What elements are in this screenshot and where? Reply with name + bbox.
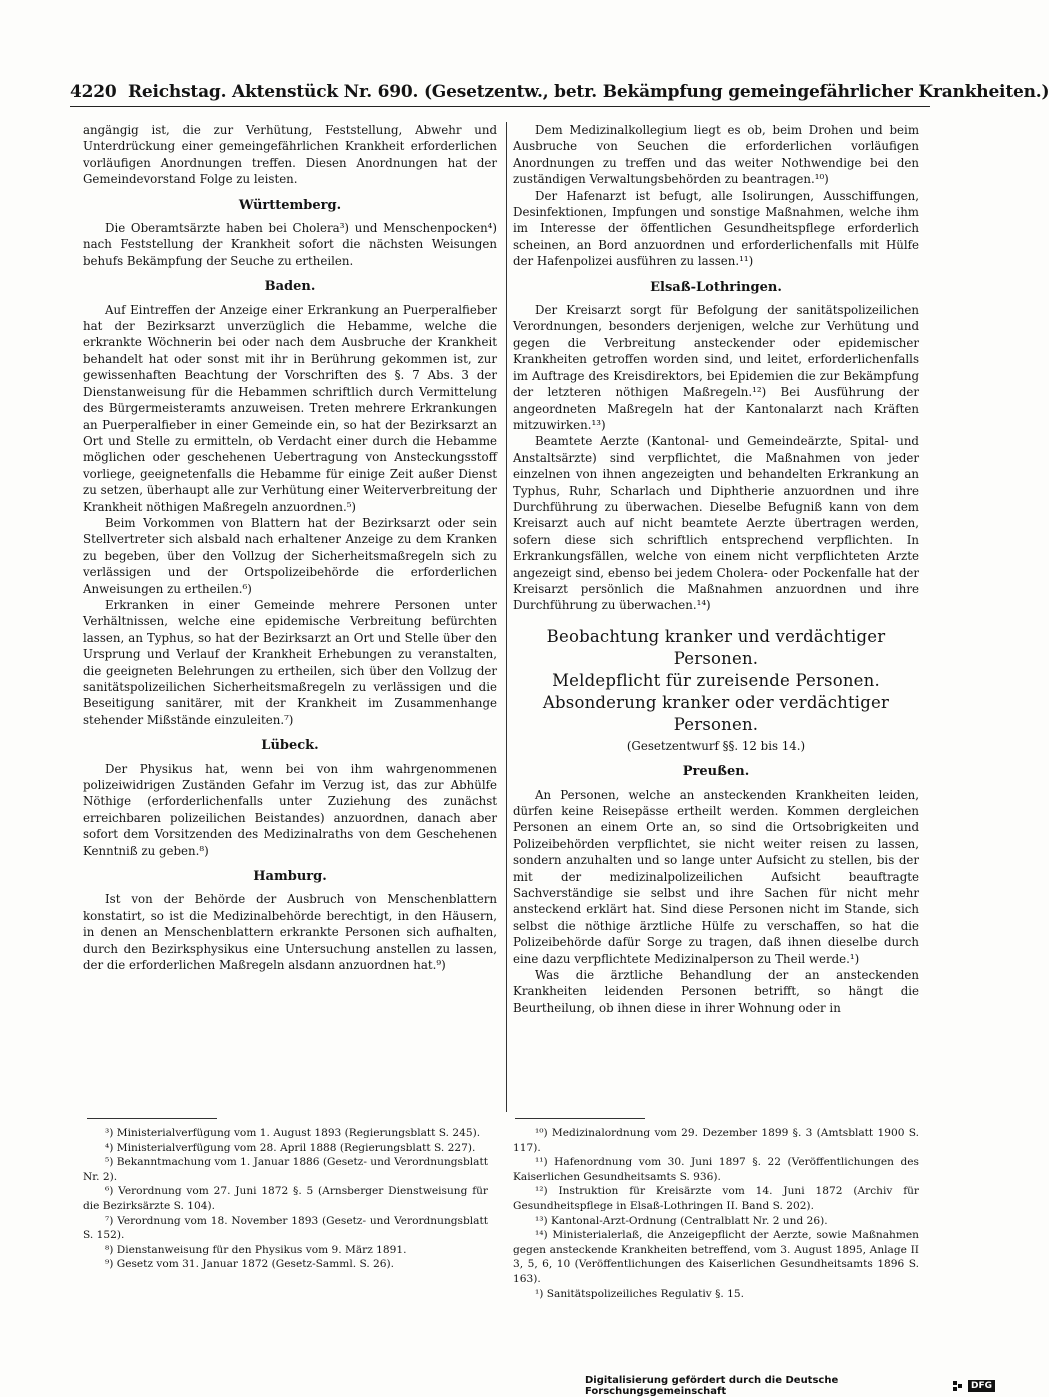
- footnotes-right: [513, 1126, 919, 1301]
- lubeck-paragraph: Der Physikus hat, wenn bei von ihm wahrgenommenen polizeiwidrigen Zuständen Gefahr im Verzug ist, das zur Abhülfe Nöthige (erforderlichenfalls unter Zuziehung des zunächst erreichbaren polizeilichen Beistandes) anzuordnen, danach aber sofort dem Vorsitzenden des Medizinalraths von dem Geschehenen Kenntniß zu geben.⁸): [83, 761, 497, 858]
- baden-paragraph-1: Auf Eintreffen der Anzeige einer Erkrankung an Puerperalfieber hat der Bezirksarzt unverzüglich die Hebamme, welche die erkrankte Wöchnerin bei oder nach dem Ausbruche der Krankheit behandelt hat oder sonst mit ihr in Berührung gekommen ist, zur gewissenhaften Beachtung der Vorschriften des §. 7 Abs. 3 der Dienstanweisung für die Hebammen schriftlich durch Vermittelung des Bürgermeisteramts anzuweisen. Treten mehrere Erkrankungen an Puerperalfieber in einer Gemeinde ein, so hat der Bezirksarzt an Ort und Stelle zu ermitteln, ob Verdacht einer durch die Hebamme möglichen oder geschehenen Uebertragung von Ansteckungsstoff vorliege, geeignetenfalls die Hebamme für einige Zeit außer Dienst zu setzen, überhaupt alle zur Verhütung einer Weiterverbreitung der Krankheit nöthigen Maßregeln anzuordnen.⁵): [83, 302, 497, 514]
- right-intro-paragraph-1: Dem Medizinalkollegium liegt es ob, beim Drohen und beim Ausbruche von Seuchen die erforderlichen vorläufigen Anordnungen zu treffen und das weiter Nothwendige bei den zuständigen Verwaltungsbehörden zu beantragen.¹⁰): [513, 123, 919, 187]
- dfg-mark-icon: [953, 1381, 964, 1391]
- footnotes-left: [83, 1126, 488, 1272]
- right-intro-paragraph-2: Der Hafenarzt ist befugt, alle Isolirungen, Ausschiffungen, Desinfektionen, Impfungen und sonstige Maßnahmen, welche ihm im Interesse der öffentlichen Gesundheitspflege erforderlich scheinen, an Bord anzuordnen und erforderlichenfalls mit Hülfe der Hafenpolizei ausführen zu lassen.¹¹): [513, 188, 919, 269]
- section-title-2: Meldepflicht für zureisende Personen.: [552, 670, 880, 690]
- footnote: ⁸) Dienstanweisung für den Physikus vom 9. März 1891.: [105, 1243, 407, 1256]
- right-column: [513, 122, 919, 1016]
- footnote: ¹⁴) Ministerialerlaß, die Anzeigepflicht der Aerzte, sowie Maßnahmen gegen ansteckende Krankheiten betreffend, vom 3. August 1895, Anlage II 3, 5, 6, 10 (Veröffentlichungen des Kaiserlichen Gesundheitsamts 1896 S. 163).: [513, 1229, 919, 1285]
- running-title: Reichstag. Aktenstück Nr. 690. (Gesetzentw., betr. Bekämpfung gemeingefährlicher Krankheiten.): [127, 82, 1049, 102]
- footnote: ¹³) Kantonal-Arzt-Ordnung (Centralblatt Nr. 2 und 26).: [535, 1214, 828, 1227]
- column-divider: [506, 122, 507, 1112]
- baden-paragraph-2: Beim Vorkommen von Blattern hat der Bezirksarzt oder sein Stellvertreter sich alsbald nach erhaltener Anzeige zu dem Kranken zu begeben, über den Vollzug der Sicherheitsmaßregeln sich zu verlässigen und der Ortspolizeibehörde die erforderlichen Anweisungen zu ertheilen.⁶): [83, 515, 497, 596]
- heading-lubeck: Lübeck.: [261, 738, 319, 754]
- page-header: [70, 82, 1049, 107]
- page-number: 4220: [70, 82, 117, 102]
- heading-elsass-lothringen: Elsaß-Lothringen.: [650, 279, 782, 295]
- footnote: ¹) Sanitätspolizeiliches Regulativ §. 15.: [535, 1287, 745, 1300]
- preussen-paragraph-1: An Personen, welche an ansteckenden Krankheiten leiden, dürfen keine Reisepässe ertheilt werden. Kommen dergleichen Personen an einem Orte an, so sind die Ortsobrigkeiten und Polizeibehörden verpflichtet, sie nicht weiter reisen zu lassen, sondern anzuhalten und so lange unter Aufsicht zu stellen, bis der mit der medizinalpolizeilichen Aufsicht beauftragte Sachverständige sie selbst und ihre Sachen für nicht mehr ansteckend erklärt hat. Sind diese Personen nicht im Stande, sich selbst die nöthige ärztliche Hülfe zu verschaffen, so hat die Polizeibehörde dafür Sorge zu tragen, daß ihnen dieselbe durch eine dazu verpflichtete Medizinalperson zu Theil werde.¹): [513, 787, 919, 966]
- funding-credit: Digitalisierung gefördert durch die Deutsche Forschungsgemeinschaft: [585, 1375, 839, 1397]
- elsass-paragraph-2: Beamtete Aerzte (Kantonal- und Gemeindeärzte, Spital- und Anstaltsärzte) sind verpflichtet, die Maßnahmen von jeder einzelnen von ihnen angezeigten und behandelten Erkrankung an Typhus, Ruhr, Scharlach und Diphtherie anzuordnen und ihre Durchführung zu überwachen. Dieselbe Befugniß kann von dem Kreisarzt auch auf nicht beamtete Aerzte übertragen werden, sofern diese sich schriftlich entsprechend verpflichten. In Erkrankungsfällen, welche von einem nicht verpflichteten Arzte angezeigt sind, ebenso bei jedem Cholera- oder Pockenfalle hat der Kreisarzt persönlich die Maßnahmen anzuordnen und ihre Durchführung zu überwachen.¹⁴): [513, 434, 919, 613]
- footnote: ¹¹) Hafenordnung vom 30. Juni 1897 §. 22 (Veröffentlichungen des Kaiserlichen Gesundheitsamts S. 936).: [513, 1156, 919, 1183]
- footnote-rule-left: [87, 1118, 217, 1119]
- left-column: [83, 122, 497, 974]
- section-title-1: Beobachtung kranker und verdächtiger Personen.: [546, 626, 886, 668]
- heading-hamburg: Hamburg.: [253, 869, 327, 885]
- heading-preussen: Preußen.: [682, 764, 750, 780]
- digitization-footer: [585, 1375, 995, 1397]
- section-subtitle: (Gesetzentwurf §§. 12 bis 14.): [626, 738, 806, 753]
- footnote: ³) Ministerialverfügung vom 1. August 1893 (Regierungsblatt S. 245).: [105, 1127, 481, 1139]
- left-intro-paragraph: angängig ist, die zur Verhütung, Feststellung, Abwehr und Unterdrückung einer gemeingefährlichen Krankheit erforderlichen vorläufigen Anordnungen treffen. Diesen Anordnungen hat der Gemeindevorstand Folge zu leisten.: [83, 123, 497, 187]
- heading-wurttemberg: Württemberg.: [238, 197, 342, 213]
- footnote: ⁹) Gesetz vom 31. Januar 1872 (Gesetz-Samml. S. 26).: [105, 1258, 395, 1271]
- baden-paragraph-3: Erkranken in einer Gemeinde mehrere Personen unter Verhältnissen, welche eine epidemische Verbreitung befürchten lassen, an Typhus, so hat der Bezirksarzt an Ort und Stelle über den Ursprung und Verlauf der Krankheit Erhebungen zu veranstalten, die geeigneten Belehrungen zu ertheilen, sich über den Vollzug der sanitätspolizeilichen Sicherheitsmaßregeln zu verlässigen und die Beseitigung sanitärer, mit der Krankheit im Zusammenhange stehender Mißstände einzuleiten.⁷): [83, 597, 497, 727]
- footnote: ⁷) Verordnung vom 18. November 1893 (Gesetz- und Verordnungsblatt S. 152).: [83, 1214, 488, 1242]
- section-title-3: Absonderung kranker oder verdächtiger Personen.: [542, 692, 890, 734]
- dfg-logo: DFG: [968, 1380, 995, 1392]
- footnote: ⁶) Verordnung vom 27. Juni 1872 §. 5 (Arnsberger Dienstweisung für die Bezirksärzte S. 104).: [83, 1185, 488, 1212]
- hamburg-paragraph: Ist von der Behörde der Ausbruch von Menschenblattern konstatirt, so ist die Medizinalbehörde berechtigt, in den Häusern, in denen an Menschenblattern erkrankte Personen sich aufhalten, durch den Bezirksphysikus eine Untersuchung anstellen zu lassen, der die erforderlichen Maßregeln alsdann anzuordnen hat.⁹): [83, 892, 497, 973]
- footnote-rule-right: [515, 1118, 645, 1119]
- preussen-paragraph-2: Was die ärztliche Behandlung der an ansteckenden Krankheiten leidenden Personen betrifft, so hängt die Beurtheilung, ob ihnen diese in ihrer Wohnung oder in: [513, 968, 919, 1015]
- heading-baden: Baden.: [264, 279, 316, 295]
- footnote: ¹²) Instruktion für Kreisärzte vom 14. Juni 1872 (Archiv für Gesundheitspflege in Elsaß-Lothringen II. Band S. 202).: [513, 1185, 919, 1212]
- wurttemberg-paragraph: Die Oberamtsärzte haben bei Cholera³) und Menschenpocken⁴) nach Feststellung der Krankheit sofort die nächsten Weisungen behufs Bekämpfung der Seuche zu ertheilen.: [83, 221, 497, 268]
- footnote: ¹⁰) Medizinalordnung vom 29. Dezember 1899 §. 3 (Amtsblatt 1900 S. 117).: [513, 1127, 919, 1154]
- footnote: ⁴) Ministerialverfügung vom 28. April 1888 (Regierungsblatt S. 227).: [105, 1141, 476, 1154]
- elsass-paragraph-1: Der Kreisarzt sorgt für Befolgung der sanitätspolizeilichen Verordnungen, besonders derjenigen, welche zur Verhütung und gegen die Verbreitung ansteckender oder epidemischer Krankheiten getroffen worden sind, und leitet, erforderlichenfalls im Auftrage des Kreisdirektors, bei Epidemien die zur Bekämpfung der letzteren nöthigen Maßregeln.¹²) Bei Ausführung der angeordneten Maßregeln hat der Kantonalarzt nach Kräften mitzuwirken.¹³): [513, 303, 919, 432]
- footnote: ⁵) Bekanntmachung vom 1. Januar 1886 (Gesetz- und Verordnungsblatt Nr. 2).: [83, 1156, 488, 1183]
